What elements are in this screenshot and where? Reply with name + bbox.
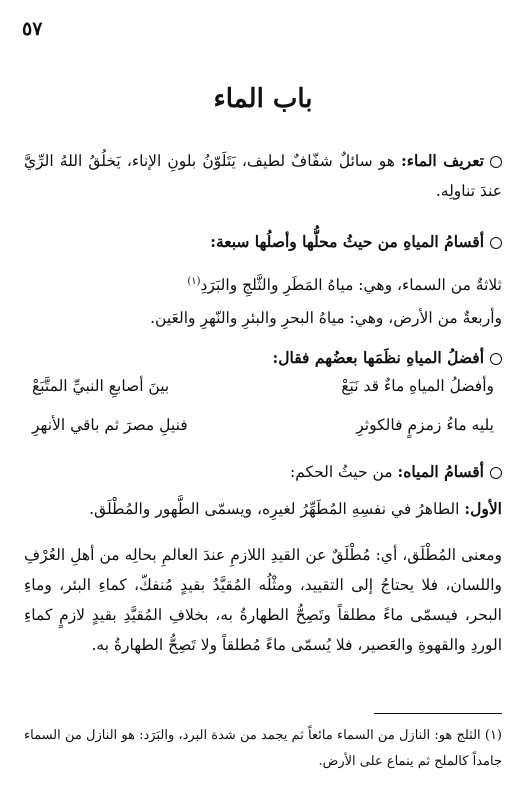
rule-heading-term: أقسامُ المياه: [397, 462, 484, 481]
footnote-divider [374, 713, 502, 714]
footnote: (١) الثلج هو: النازل من السماء مائعاً ثم يجمد من شدة البرد، والبَرَد: هو النازل من السماء جامداً كالملح ثم ينماع على الأرض. [24, 728, 502, 769]
definition-paragraph [24, 146, 502, 206]
rule-heading-text: من حيثُ الحكم: [290, 463, 398, 481]
poem-hemistich: بينَ أصابعِ النبيِّ المتَّبَعْ [32, 377, 170, 395]
page-number: ٥٧ [22, 18, 43, 40]
first-kind-paragraph [24, 494, 502, 524]
sections-heading-term: أقسامُ المياهِ من حيثُ محلُّها وأصلُها سبعة: [210, 232, 484, 251]
three-from-sky [24, 267, 502, 300]
bullet-circle-icon [490, 467, 502, 479]
explanation-paragraph: ومعنى المُطْلَق، أي: مُطْلَقٌ عن القيدِ اللازمِ عندَ العالمِ بحالِه من أهلِ العُرْفِ واللسان، فلا يحتاجُ إلى التقييد، ومثْلُه المُقيَّدُ بقيدٍ مُنفكّ، كماءِ البئر، وماءِ البحر، فيسمّى ماءً مطلقاً وتَصِحُّ الطهارةُ به، بخلافِ المُقيَّدِ بقيدٍ لازمٍ كماءِ الوردِ والقهوةِ والعَصير، فلا يُسمّى ماءً مُطلقاً ولا تَصِحُّ الطهارةُ به. [24, 546, 502, 654]
footnote-reference: (١) [187, 276, 201, 287]
rule-heading [24, 457, 502, 487]
four-from-earth: وأربعةٌ من الأرض، وهي: مياهُ البحرِ والبئرِ والنّهرِ والعَين. [150, 309, 502, 327]
definition-text: هو سائلٌ شفّافٌ لطيف، يَتَلَوّنُ بلونِ الإناء، يَخلُقُ اللهُ الرِّيَّ عندَ تناولِه. [24, 152, 502, 200]
poem-hemistich: يليه ماءُ زمزمٍ فالكوثرِ [356, 416, 494, 434]
poem-verse [24, 377, 502, 407]
poem-verse [24, 416, 502, 446]
bullet-circle-icon [490, 156, 502, 168]
best-waters-term: أفضلُ المياهِ نظَمَها بعضُهم فقال: [272, 348, 484, 367]
first-kind-term: الأول: [464, 499, 502, 518]
three-from-sky-text: ثلاثةٌ من السماء، وهي: مياهُ المَطَرِ والثَّلجِ والبَرَدِ [200, 276, 502, 295]
chapter-title: باب الماء [213, 84, 313, 114]
poem-hemistich: فنيلِ مصرَ ثم باقي الأنهرِ [32, 416, 188, 434]
poem-hemistich: وأفضلُ المياهِ ماءٌ قد نَبَعْ [341, 377, 494, 395]
sections-heading [24, 227, 502, 257]
bullet-circle-icon [490, 353, 502, 365]
definition-term: تعريف الماء: [401, 151, 484, 170]
best-waters-heading [24, 343, 502, 373]
bullet-circle-icon [490, 237, 502, 249]
first-kind-text: الطاهرُ في نفسِهِ المُطَهِّرُ لغيرِه، ويسمّى الطَّهور والمُطْلَق. [89, 500, 465, 518]
